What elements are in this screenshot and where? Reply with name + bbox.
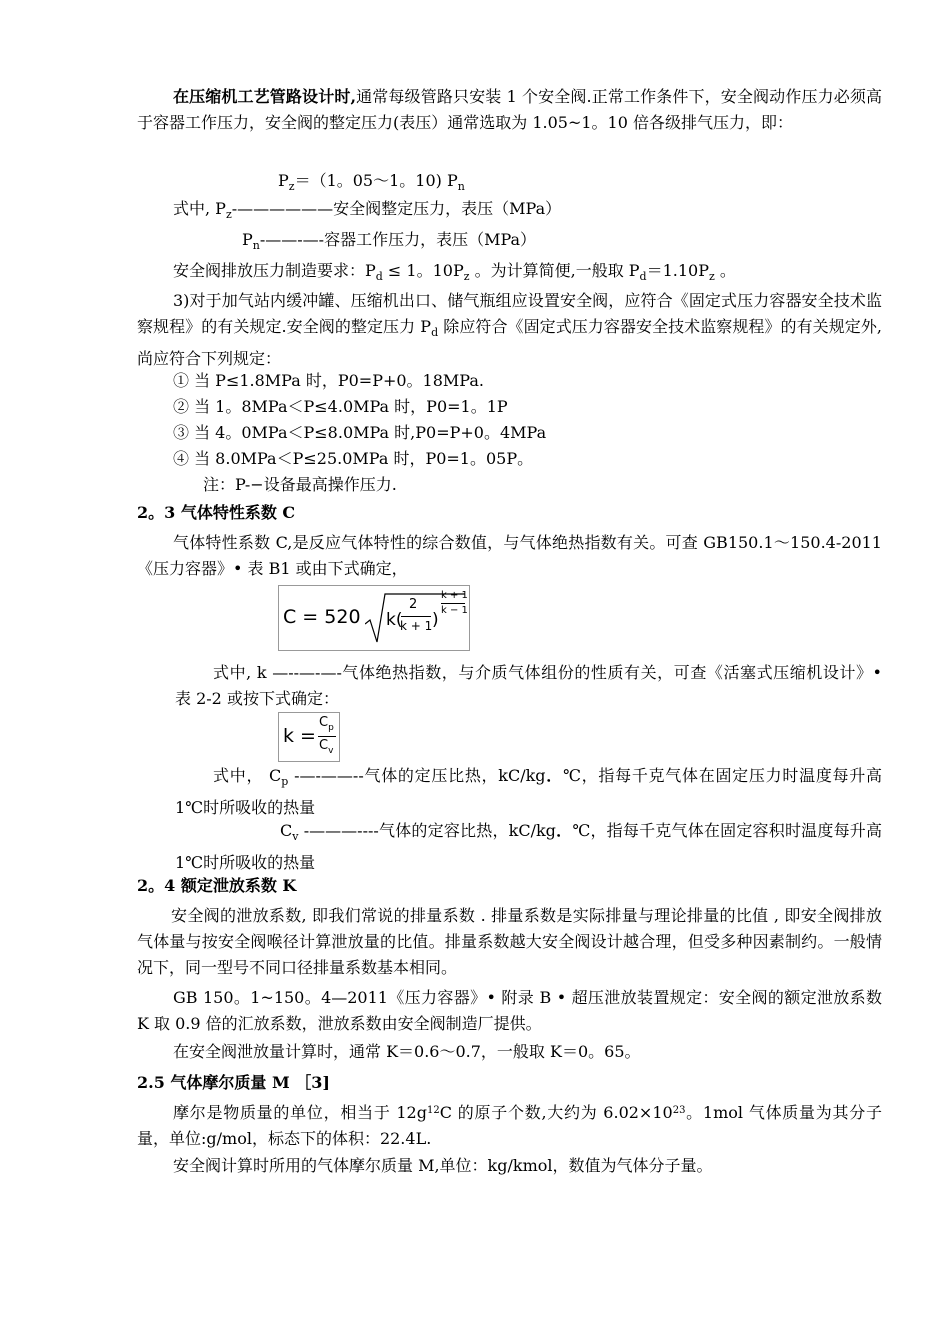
paragraph-gas-station: 3)对于加气站内缓冲罐、压缩机出口、储气瓶组应设置安全阀，应符合《固定式压力容器安全技术监察规程》的有关规定.安全阀的整定压力 $P_d$ 除应符合《固定式压力容器安全技术监察规程》的有关规定外,尚应符合下列规定：	[137, 291, 882, 368]
paragraph-gb150-appendix: GB 150。1~150。4—2011《压力容器》• 附录 B • 超压泄放装置规定：安全阀的额定泄放系数 K 取 0.9 倍的汇放系数，泄放系数由安全阀制造厂提供。	[137, 988, 882, 1033]
rule-item: ② 当 1。8MPa＜P≤4.0MPa 时，P0=1。1P	[173, 397, 508, 416]
formula-k-image: k = $C_p$ $C_v$	[278, 712, 340, 762]
paragraph-mole-definition: 摩尔是物质量的单位，相当于 $12g^{12}C$ 的原子个数,大约为 $6.02\times 10^{23}$。1mol 气体质量为其分子量，单位:g/mol，标态下的体积：22.4L.	[137, 1103, 882, 1148]
paragraph-discharge-coefficient: 安全阀的泄放系数, 即我们常说的排量系数 . 排量系数是实际排量与理论排量的比值 , 即安全阀排放气体量与按安全阀喉径计算泄放量的比值。排量系数越大安全阀设计越合理，但受多种因素制约。一般情况下，同一型号不同口径排量系数基本相同。	[137, 906, 882, 977]
definition-k: 式中, k —--—-—-气体绝热指数，与介质气体组份的性质有关，可查《活塞式压缩机设计》• 表 2-2 或按下式确定：	[175, 663, 882, 708]
rule-item: ① 当 P≤1.8MPa 时，P0=P+0。18MPa.	[173, 371, 484, 390]
paragraph-compressor-piping: 在压缩机工艺管路设计时,通常每级管路只安装 1 个安全阀.正常工作条件下，安全阀动作压力必须高于容器工作压力，安全阀的整定压力(表压）通常选取为 1.05~1。10 倍各级排气压力，即：	[137, 87, 882, 132]
section-heading-2-5: 2.5 气体摩尔质量 M ［3]	[137, 1073, 330, 1092]
equation-pz: $P_z=(1$。05～1。10) $P_n$	[278, 171, 465, 193]
section-heading-2-3: 2。3 气体特性系数 C	[137, 503, 296, 522]
definition-pn: $P_n-——-—-$容器工作压力，表压（MPa）	[242, 230, 537, 252]
section-heading-2-4: 2。4 额定泄放系数 K	[137, 876, 297, 895]
definition-cv: $C_v$ -———----气体的定容比热，kC/kg．℃，指每千克气体在固定容积时温度每升高 1℃时所吸收的热量	[175, 821, 882, 872]
discharge-pressure-requirement: 安全阀排放压力制造要求：$P_d \le 1$。$10P_z$ 。为计算简便,一般取 $P_d=1.10P_z$ 。	[173, 261, 736, 283]
definition-cp: 式中， $C_p$ -—-——--气体的定压比热，kC/kg．℃，指每千克气体在固定压力时温度每升高 1℃时所吸收的热量	[175, 766, 882, 817]
paragraph-molar-mass-usage: 安全阀计算时所用的气体摩尔质量 M,单位：kg/kmol，数值为气体分子量。	[173, 1156, 713, 1175]
lead-phrase: 在压缩机工艺管路设计时,	[173, 87, 357, 106]
rule-item: ③ 当 4。0MPa＜P≤8.0MPa 时,P0=P+0。4MPa	[173, 423, 547, 442]
paragraph-k-value: 在安全阀泄放量计算时，通常 K＝0.6～0.7，一般取 K＝0。65。	[173, 1042, 641, 1061]
formula-c-image: C = 520 k( 2 k + 1 ) k + 1 k − 1	[278, 585, 470, 651]
paragraph-gas-coefficient: 气体特性系数 C,是反应气体特性的综合数值，与气体绝热指数有关。可查 GB150.1～150.4-2011《压力容器》• 表 B1 或由下式确定，	[137, 533, 882, 578]
rule-note: 注：P-−设备最高操作压力.	[203, 475, 397, 494]
definition-pz: 式中, $P_z-——————$安全阀整定压力，表压（MPa）	[173, 199, 562, 221]
rule-item: ④ 当 8.0MPa＜P≤25.0MPa 时，P0=1。05P。	[173, 449, 534, 468]
